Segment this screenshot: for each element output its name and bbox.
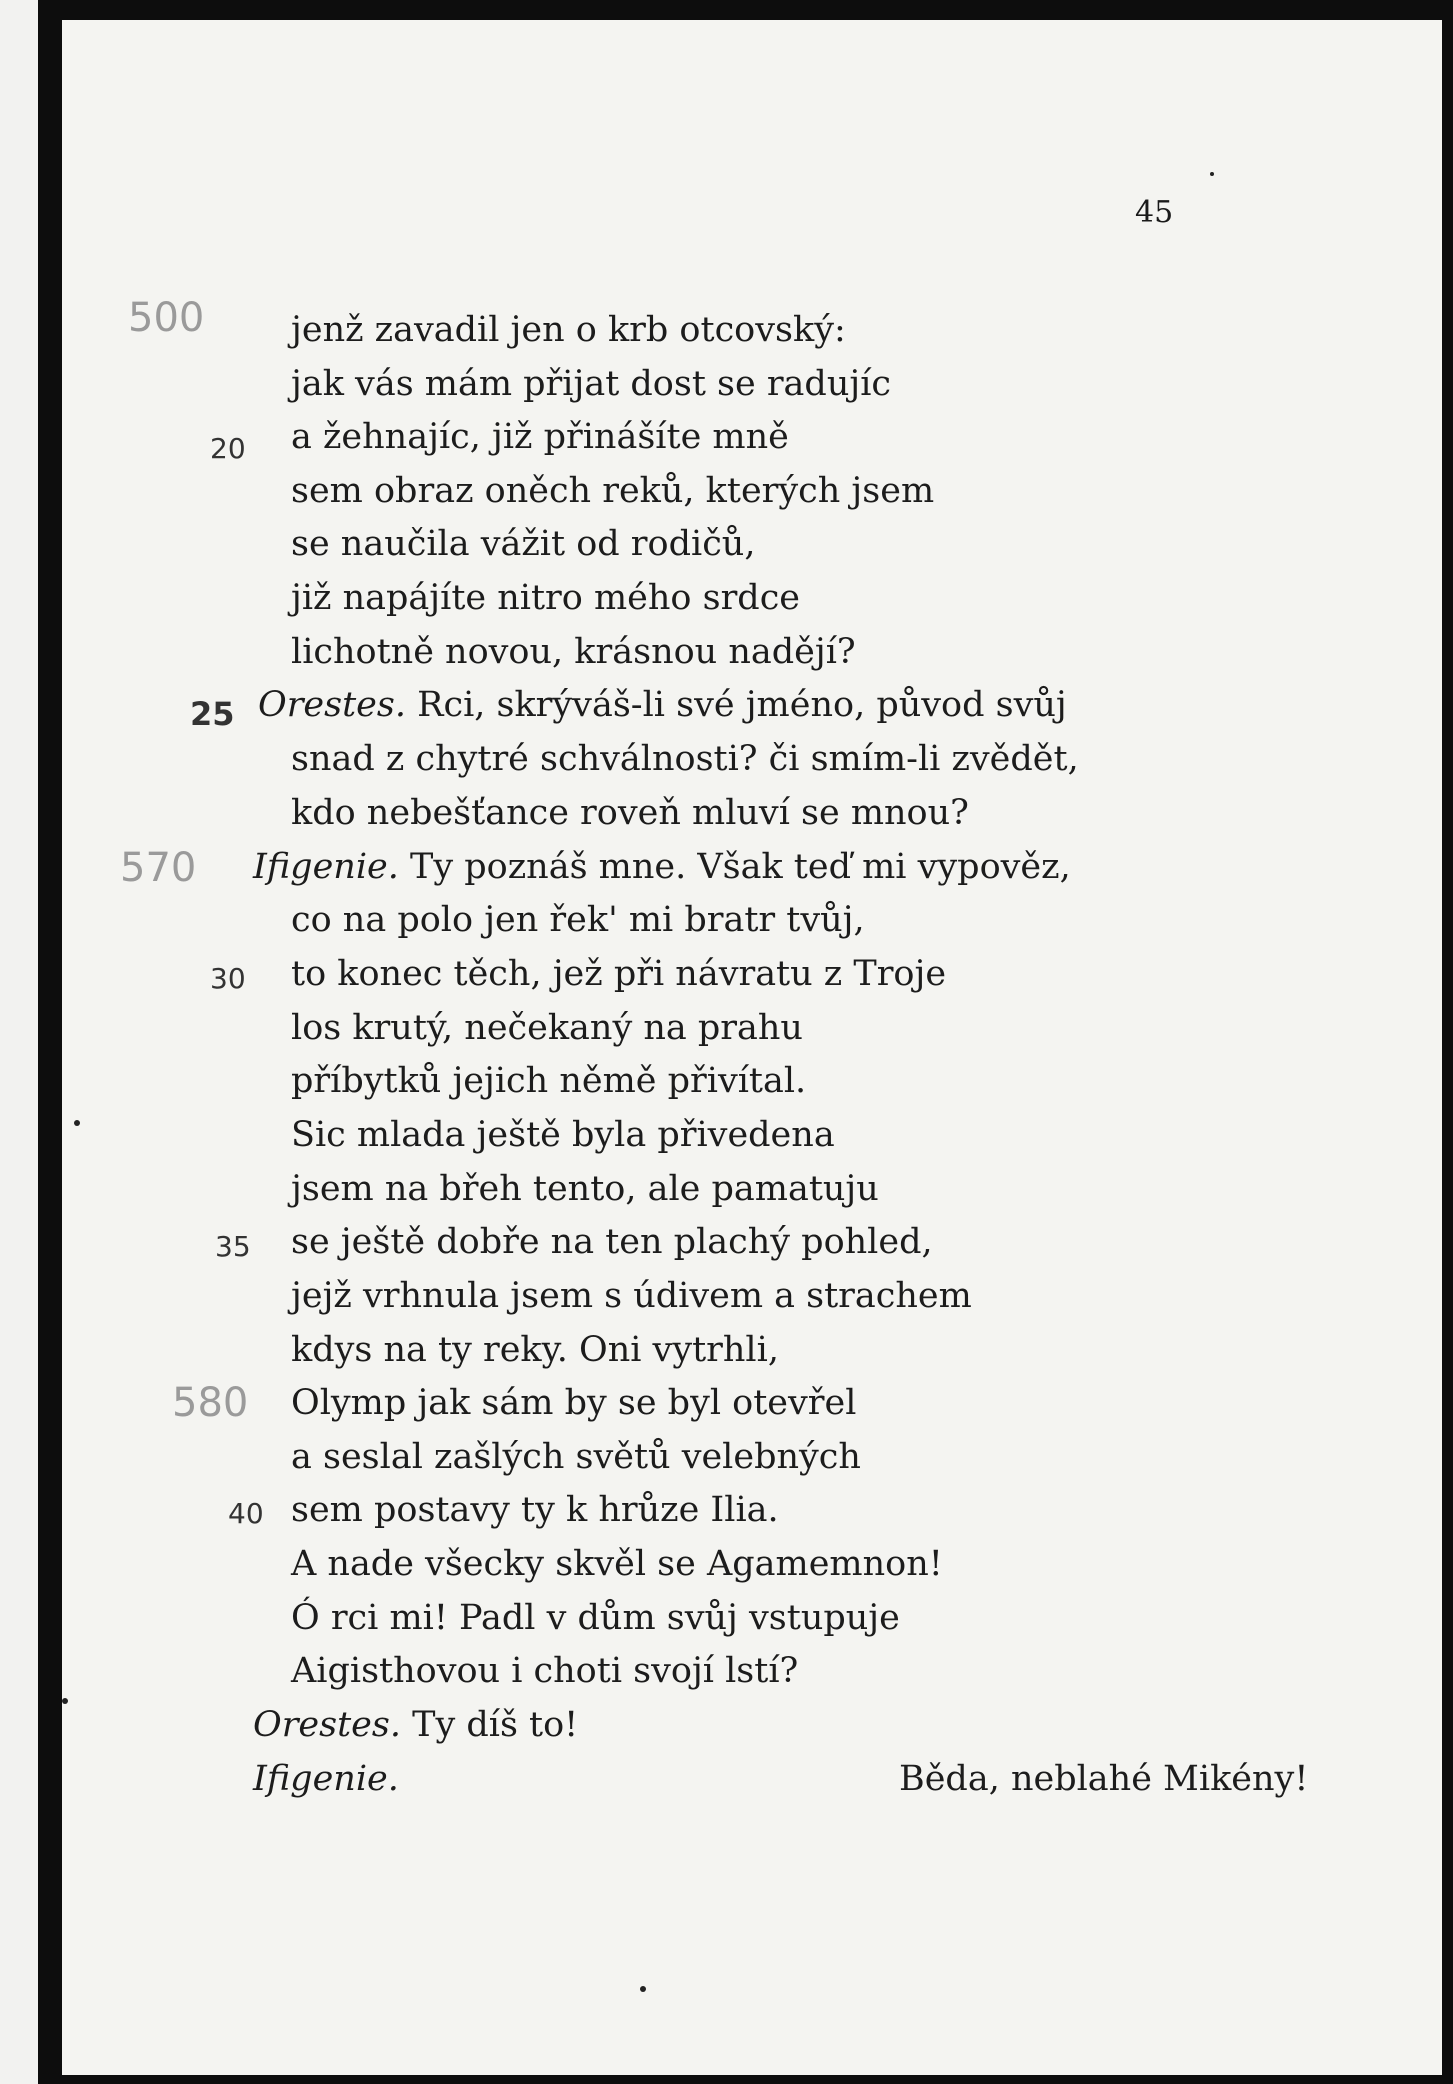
verse-line: A nade všecky skvěl se Agamemnon! <box>291 1544 943 1584</box>
ifigenie-speech-first-line <box>253 847 1071 887</box>
verse-line: lichotně novou, krásnou nadějí? <box>291 632 856 672</box>
speaker-ifigenie: Ifigenie. <box>253 1759 399 1799</box>
orestes-speech-first-line <box>258 685 1067 725</box>
verse-line: Olymp jak sám by se byl otevřel <box>291 1383 857 1423</box>
scan-speck <box>1210 172 1214 176</box>
margin-note-500: 500 <box>128 295 205 341</box>
verse-line-text: Ty díš to! <box>412 1705 579 1745</box>
verse-line-text: Ty poznáš mne. Však teď mi vypověz, <box>410 847 1071 887</box>
scan-speck <box>640 1986 646 1992</box>
verse-line: snad z chytré schválnosti? či smím-li zvědět, <box>291 739 1079 779</box>
verse-line-text: Běda, neblahé Mikény! <box>899 1759 1309 1799</box>
verse-line-text: Rci, skrýváš-li své jméno, původ svůj <box>417 685 1067 725</box>
page-number: 45 <box>1135 195 1174 230</box>
verse-line: a seslal zašlých světů velebných <box>291 1437 861 1477</box>
ifigenie-final-line <box>253 1759 1309 1799</box>
verse-line: kdo nebešťance roveň mluví se mnou? <box>291 793 969 833</box>
verse-line: sem postavy ty k hrůze Ilia. <box>291 1490 779 1530</box>
verse-line: kdys na ty reky. Oni vytrhli, <box>291 1330 779 1370</box>
orestes-final-line <box>253 1705 579 1745</box>
verse-line: Sic mlada ještě byla přivedena <box>291 1115 835 1155</box>
margin-note-580: 580 <box>172 1380 249 1426</box>
speaker-orestes: Orestes. <box>253 1705 401 1745</box>
verse-line: jsem na břeh tento, ale pamatuju <box>291 1169 879 1209</box>
verse-line: to konec těch, jež při návratu z Troje <box>291 954 947 994</box>
speaker-ifigenie: Ifigenie. <box>253 847 399 887</box>
margin-note-20: 20 <box>210 432 246 465</box>
scan-speck <box>62 1698 68 1704</box>
margin-note-30: 30 <box>210 962 246 995</box>
verse-line: již napájíte nitro mého srdce <box>291 578 801 618</box>
verse-line: jak vás mám přijat dost se radujíc <box>291 364 892 404</box>
margin-note-40: 40 <box>228 1497 264 1530</box>
margin-note-35: 35 <box>215 1230 251 1263</box>
adjacent-page-edge <box>0 0 38 2084</box>
verse-line: se ještě dobře na ten plachý pohled, <box>291 1222 933 1262</box>
scan-speck <box>74 1120 80 1126</box>
verse-line: se naučila vážit od rodičů, <box>291 524 756 564</box>
verse-line: Ó rci mi! Padl v dům svůj vstupuje <box>291 1598 900 1638</box>
verse-line: a žehnajíc, již přinášíte mně <box>291 417 789 457</box>
verse-line: Aigisthovou i choti svojí lstí? <box>291 1651 799 1691</box>
verse-line: příbytků jejich němě přivítal. <box>291 1061 807 1101</box>
speaker-orestes: Orestes. <box>258 685 406 725</box>
verse-line: sem obraz oněch reků, kterých jsem <box>291 471 935 511</box>
verse-line: co na polo jen řek' mi bratr tvůj, <box>291 900 865 940</box>
verse-line: jenž zavadil jen o krb otcovský: <box>291 310 846 350</box>
verse-line: jejž vrhnula jsem s údivem a strachem <box>291 1276 972 1316</box>
margin-note-25: 25 <box>190 695 235 733</box>
verse-line: los krutý, nečekaný na prahu <box>291 1008 803 1048</box>
margin-note-570: 570 <box>120 845 197 891</box>
